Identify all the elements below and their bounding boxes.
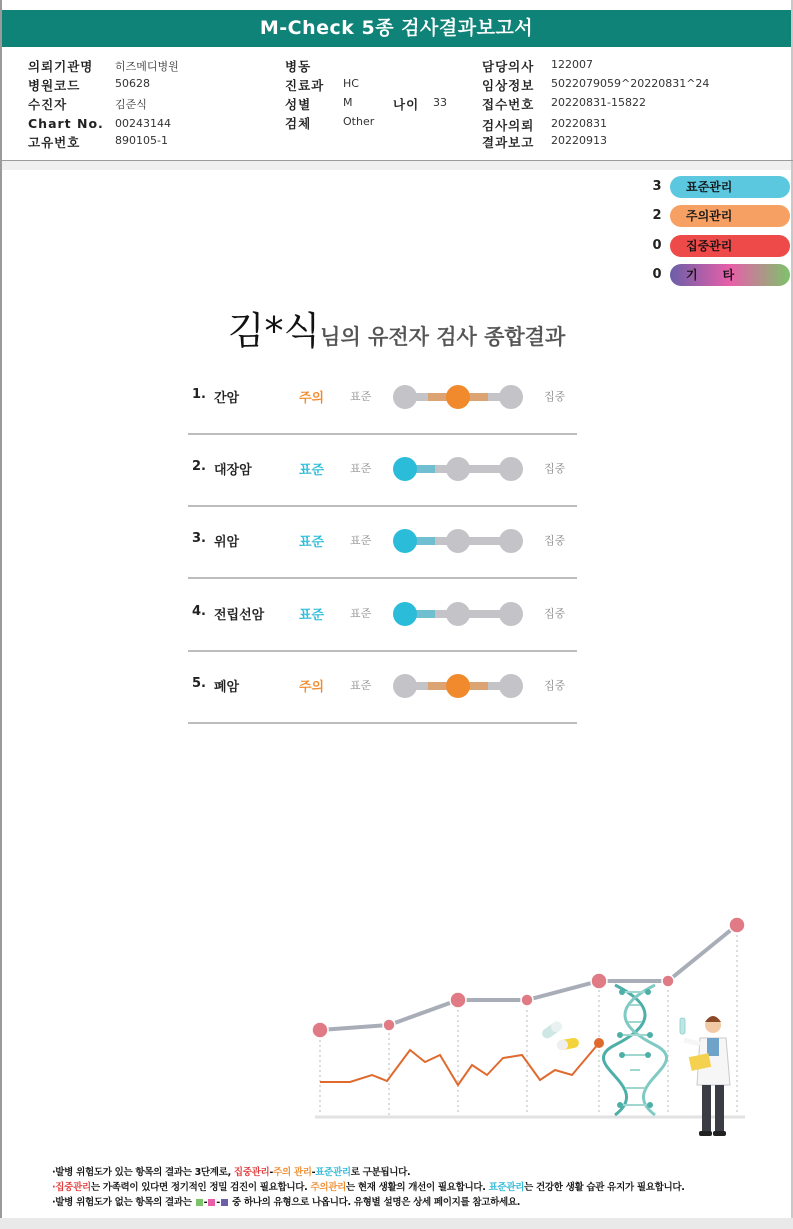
type-square-pink — [208, 1199, 215, 1206]
info-label: 고유번호 — [28, 135, 81, 150]
risk-level-indicator — [391, 597, 525, 631]
result-row — [188, 507, 577, 579]
risk-level-indicator — [391, 524, 525, 558]
info-label: 병동 — [285, 59, 312, 74]
result-number: 5. — [192, 676, 206, 691]
info-label: Chart No. — [28, 116, 104, 131]
summary-heading — [0, 300, 793, 355]
info-label: 병원코드 — [28, 78, 81, 93]
info-value: 20220913 — [551, 134, 607, 147]
indicator-dot — [499, 674, 523, 698]
result-row — [188, 363, 577, 435]
info-value: 122007 — [551, 58, 593, 71]
result-status: 주의 — [299, 680, 325, 695]
indicator-dot — [446, 457, 470, 481]
indicator-dot — [499, 457, 523, 481]
info-value: 00243144 — [115, 117, 171, 130]
result-number: 1. — [192, 387, 206, 402]
scale-low-label: 표준 — [350, 534, 372, 547]
type-square-purple — [221, 1199, 228, 1206]
legend-pill: 집중관리 — [670, 235, 790, 257]
result-cancer-name: 위암 — [214, 535, 240, 550]
result-row — [188, 435, 577, 507]
info-label: 성별 — [285, 97, 312, 112]
info-value: 20220831-15822 — [551, 96, 646, 109]
scale-high-label: 집중 — [544, 462, 566, 475]
info-label: 접수번호 — [482, 97, 535, 112]
report-title: M-Check 5종 검사결과보고서 — [2, 10, 791, 47]
legend-pill: 기 타 — [670, 264, 790, 286]
info-label: 결과보고 — [482, 135, 535, 150]
scale-high-label: 집중 — [544, 607, 566, 620]
result-cancer-name: 대장암 — [214, 463, 252, 478]
result-status: 표준 — [299, 535, 325, 550]
info-value: 5022079059^20220831^24 — [551, 77, 710, 90]
type-square-green — [196, 1199, 203, 1206]
legend-pill: 주의관리 — [670, 205, 790, 227]
indicator-dot — [393, 385, 417, 409]
summary-heading-text: 님의 유전자 검사 종합결과 — [320, 325, 566, 349]
scale-low-label: 표준 — [350, 679, 372, 692]
info-label: 진료과 — [285, 78, 325, 93]
scale-high-label: 집중 — [544, 534, 566, 547]
patient-masked-name: 김*식 — [227, 309, 321, 353]
result-number: 2. — [192, 459, 206, 474]
info-label: 임상정보 — [482, 78, 535, 93]
indicator-dot — [393, 674, 417, 698]
info-label: 검체 — [285, 116, 312, 131]
info-label: 나이 — [393, 97, 420, 112]
indicator-dot — [446, 529, 470, 553]
indicator-dot-active — [446, 674, 470, 698]
footnote-line-3: ·발병 위험도가 없는 항목의 결과는 - - 중 하나의 유형으로 나옵니다. 유형별 설명은 상세 페이지를 참고하세요. — [52, 1197, 521, 1208]
info-label: 검사의뢰 — [482, 118, 535, 133]
result-status: 표준 — [299, 463, 325, 478]
info-value: M — [343, 96, 353, 109]
result-row — [188, 652, 577, 724]
result-row — [188, 580, 577, 652]
info-value: Other — [343, 115, 375, 128]
result-status: 주의 — [299, 391, 325, 406]
scale-high-label: 집중 — [544, 390, 566, 403]
info-value: 김준식 — [115, 98, 147, 111]
scale-low-label: 표준 — [350, 390, 372, 403]
indicator-dot — [499, 529, 523, 553]
footer-band — [0, 1218, 793, 1229]
dna-chart-illustration — [300, 910, 760, 1144]
scale-low-label: 표준 — [350, 462, 372, 475]
risk-level-indicator — [391, 452, 525, 486]
risk-level-indicator — [391, 669, 525, 703]
result-cancer-name: 전립선암 — [214, 608, 265, 623]
scale-high-label: 집중 — [544, 679, 566, 692]
legend-pill: 표준관리 — [670, 176, 790, 198]
info-label: 의뢰기관명 — [28, 59, 94, 74]
info-value: 히즈메디병원 — [115, 60, 179, 73]
legend-count: 2 — [652, 208, 662, 223]
legend-count: 3 — [652, 179, 662, 194]
info-value: 50628 — [115, 77, 150, 90]
indicator-dot — [499, 385, 523, 409]
result-cancer-name: 폐암 — [214, 680, 240, 695]
info-value: 20220831 — [551, 117, 607, 130]
info-value: 890105-1 — [115, 134, 168, 147]
result-cancer-name: 간암 — [214, 391, 240, 406]
indicator-dot — [446, 602, 470, 626]
result-status: 표준 — [299, 608, 325, 623]
indicator-dot-active — [446, 385, 470, 409]
info-value: 33 — [433, 96, 447, 109]
result-number: 4. — [192, 604, 206, 619]
indicator-dot-active — [393, 457, 417, 481]
legend-count: 0 — [652, 267, 662, 282]
indicator-dot — [499, 602, 523, 626]
footnote-line-1: ·발병 위험도가 있는 항목의 결과는 3단계로, 집중관리-주의 관리-표준관리로 구분됩니다. — [52, 1167, 411, 1178]
header-band — [2, 161, 791, 170]
result-number: 3. — [192, 531, 206, 546]
legend-count: 0 — [652, 238, 662, 253]
page-border-left — [0, 0, 2, 1229]
scale-low-label: 표준 — [350, 607, 372, 620]
info-value: HC — [343, 77, 359, 90]
indicator-dot-active — [393, 602, 417, 626]
info-label: 수진자 — [28, 97, 68, 112]
footnotes — [52, 1165, 685, 1210]
risk-level-indicator — [391, 380, 525, 414]
footnote-line-2: ·집중관리는 가족력이 있다면 정기적인 정밀 검진이 필요합니다. 주의관리는 현재 생활의 개선이 필요합니다. 표준관리는 건강한 생활 습관 유지가 필요합니다. — [52, 1182, 685, 1193]
info-label: 담당의사 — [482, 59, 535, 74]
indicator-dot-active — [393, 529, 417, 553]
